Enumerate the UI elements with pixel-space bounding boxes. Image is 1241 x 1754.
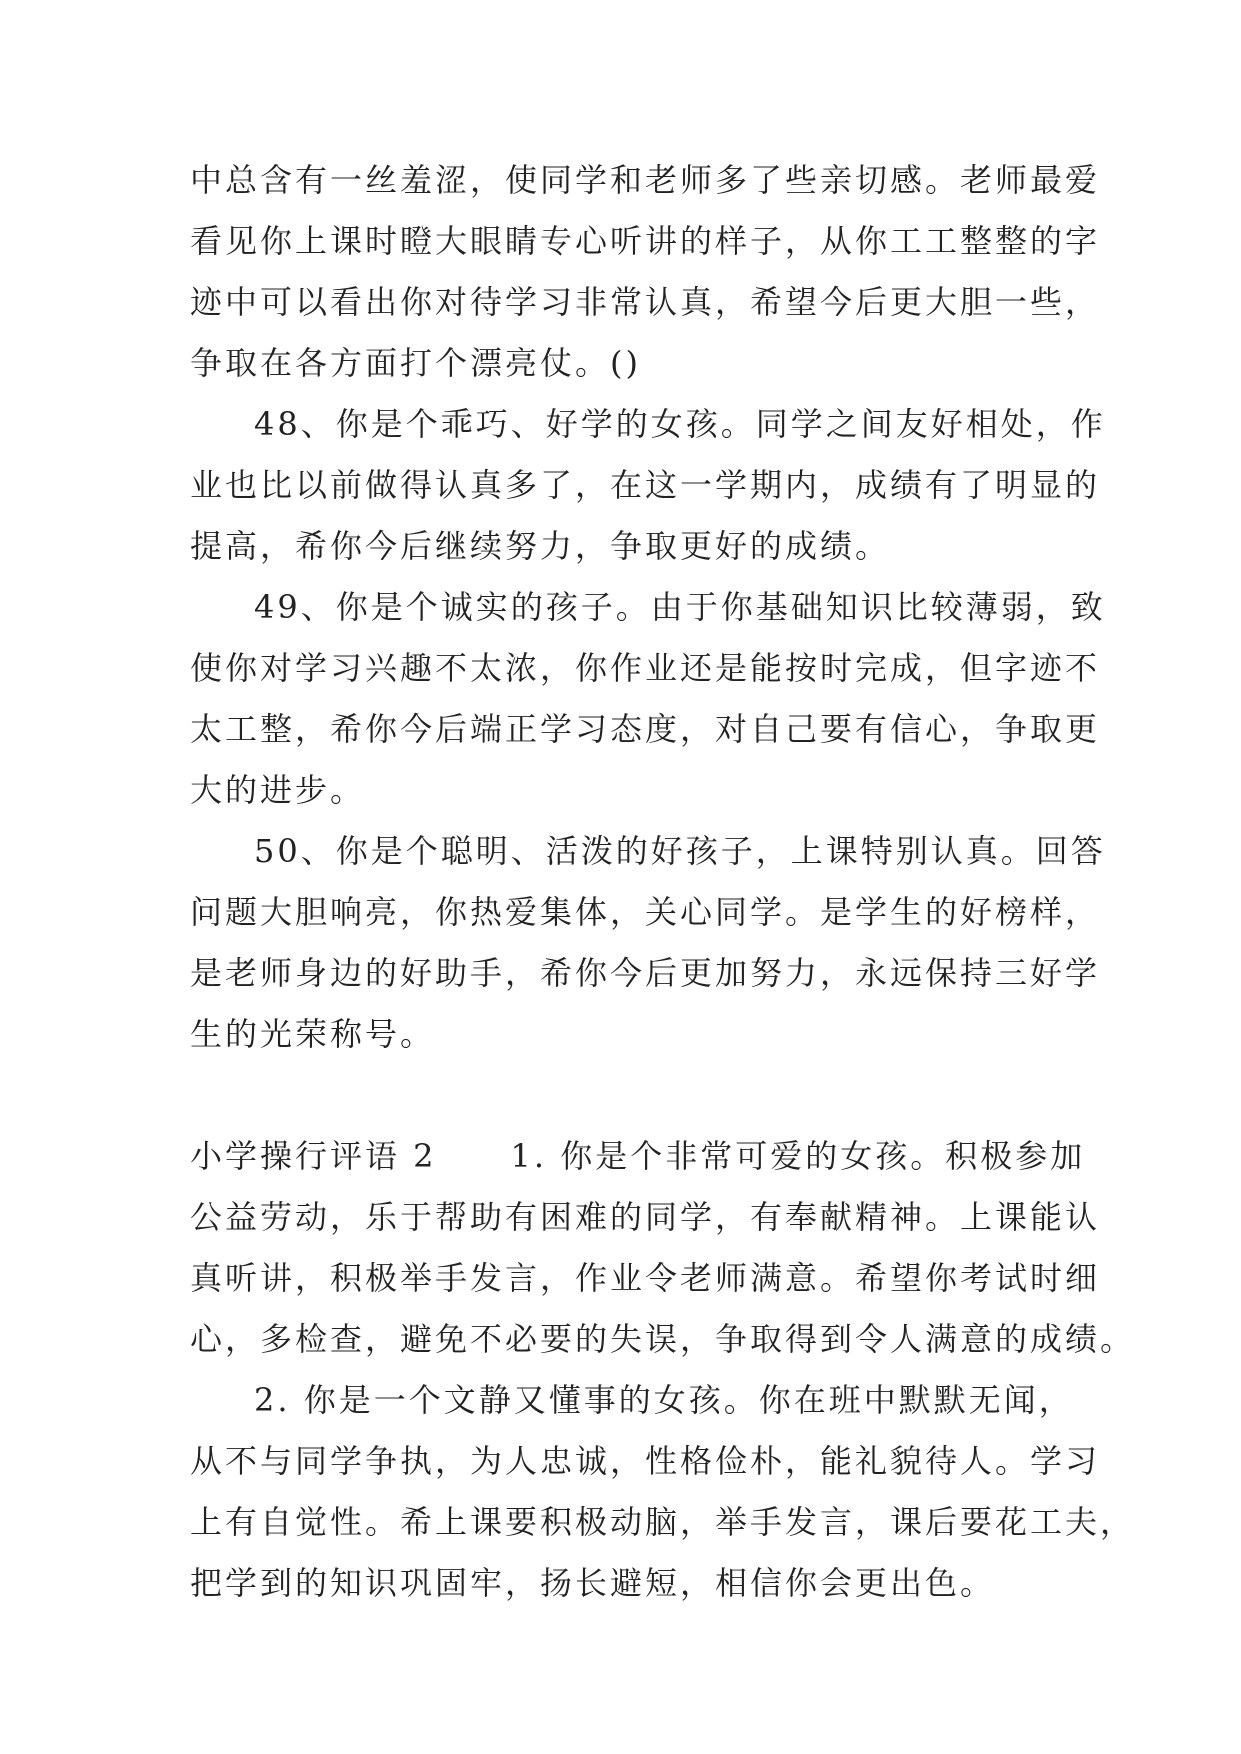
section-item-1-start: 1. 你是个非常可爱的女孩。积极参加 xyxy=(510,1137,1086,1175)
text-line: 心，多检查，避免不必要的失误，争取得到令人满意的成绩。 xyxy=(190,1320,1136,1358)
section-title: 小学操行评语 2 xyxy=(190,1137,437,1175)
text-line: 看见你上课时瞪大眼睛专心听讲的样子，从你工工整整的字 xyxy=(190,222,1101,260)
text-line: 大的进步。 xyxy=(190,771,366,809)
text-line: 问题大胆响亮，你热爱集体，关心同学。是学生的好榜样， xyxy=(190,893,1101,931)
text-line: 提高，希你今后继续努力，争取更好的成绩。 xyxy=(190,527,891,565)
text-line: 迹中可以看出你对待学习非常认真，希望今后更大胆一些， xyxy=(190,283,1101,321)
text-line: 业也比以前做得认真多了，在这一学期内，成绩有了明显的 xyxy=(190,466,1101,504)
text-line: 公益劳动，乐于帮助有困难的同学，有奉献精神。上课能认 xyxy=(190,1198,1101,1236)
paragraph-50-start: 50、你是个聪明、活泼的好孩子，上课特别认真。回答 xyxy=(254,832,1106,870)
text-line: 中总含有一丝羞涩，使同学和老师多了些亲切感。老师最爱 xyxy=(190,161,1101,199)
paragraph-48-start: 48、你是个乖巧、好学的女孩。同学之间友好相处，作 xyxy=(254,405,1106,443)
text-line: 是老师身边的好助手，希你今后更加努力，永远保持三好学 xyxy=(190,954,1101,992)
section-item-2-start: 2. 你是一个文静又懂事的女孩。你在班中默默无闻， xyxy=(254,1381,1074,1419)
text-line: 从不与同学争执，为人忠诚，性格俭朴，能礼貌待人。学习 xyxy=(190,1442,1101,1480)
text-line: 太工整，希你今后端正学习态度，对自己要有信心，争取更 xyxy=(190,710,1101,748)
paragraph-49-start: 49、你是个诚实的孩子。由于你基础知识比较薄弱，致 xyxy=(254,588,1106,626)
text-line: 把学到的知识巩固牢，扬长避短，相信你会更出色。 xyxy=(190,1564,996,1602)
text-line: 生的光荣称号。 xyxy=(190,1015,436,1053)
section-first-line xyxy=(190,1136,1086,1176)
text-line: 争取在各方面打个漂亮仗。() xyxy=(190,344,641,382)
text-line: 使你对学习兴趣不太浓，你作业还是能按时完成，但字迹不 xyxy=(190,649,1101,687)
text-line: 真听讲，积极举手发言，作业令老师满意。希望你考试时细 xyxy=(190,1259,1101,1297)
text-line: 上有自觉性。希上课要积极动脑，举手发言，课后要花工夫， xyxy=(190,1503,1136,1541)
